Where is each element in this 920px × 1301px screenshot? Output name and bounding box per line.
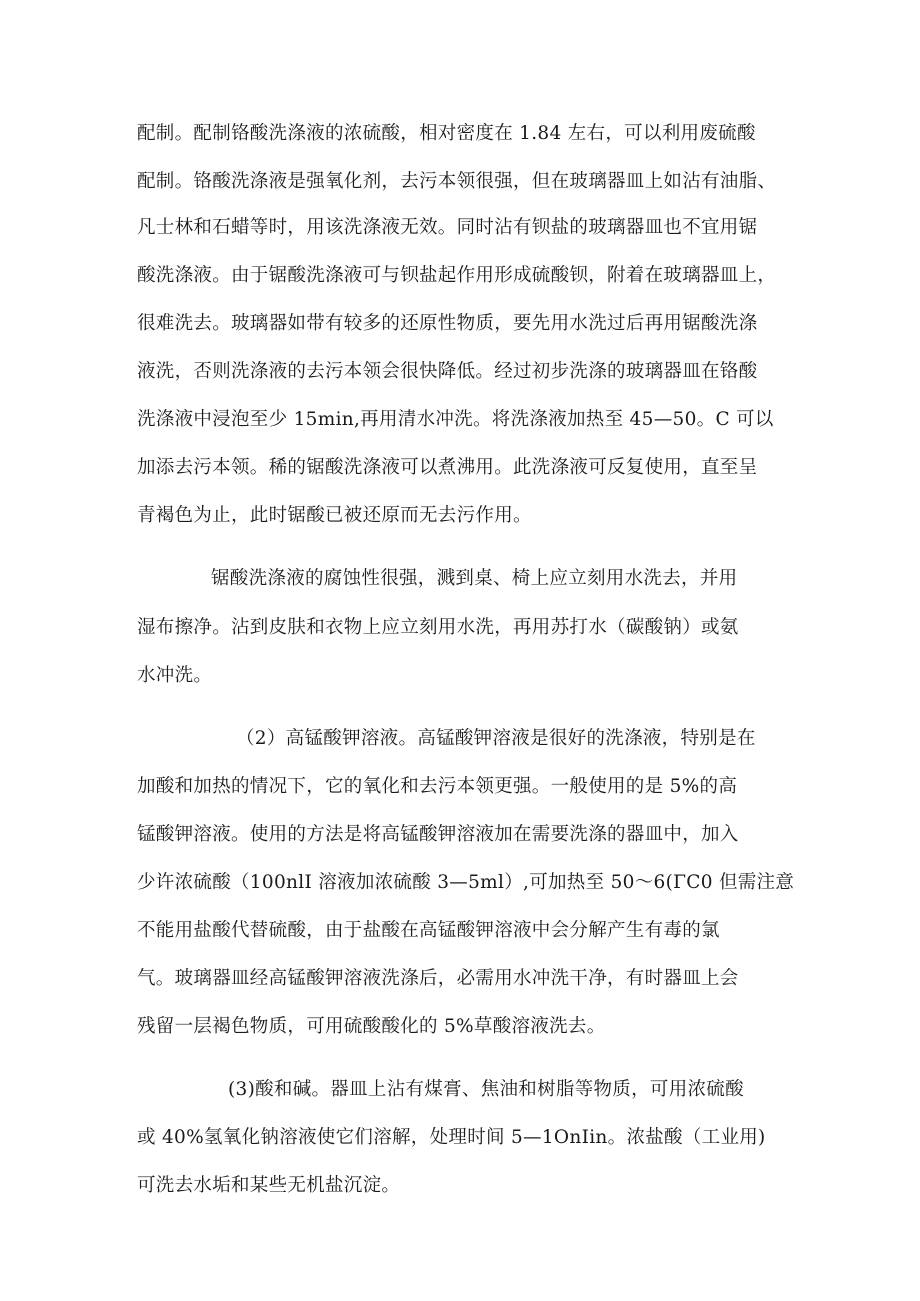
- text-line: 少许浓硫酸（100nlI 溶液加浓硫酸 3—5ml）,可加热至 50～6(ΓC0 但需注意: [137, 872, 795, 893]
- text-line: 洗涤液中浸泡至少 15min,再用清水冲洗。将洗涤液加热至 45—50。C 可以: [137, 409, 774, 430]
- text-line: 残留一层褐色物质，可用硫酸酸化的 5%草酸溶液洗去。: [137, 1016, 606, 1037]
- text-line: 配制。配制铬酸洗涤液的浓硫酸，相对密度在 1.84 左右，可以利用废硫酸: [137, 123, 756, 144]
- text-line: 加酸和加热的情况下，它的氧化和去污本领更强。一般使用的是 5%的高: [137, 776, 738, 797]
- text-line: 锯酸洗涤液的腐蚀性很强，溅到桌、椅上应立刻用水洗去，并用: [211, 568, 738, 589]
- text-line: 水冲洗。: [137, 665, 213, 686]
- text-line: 凡士林和石蜡等时，用该洗涤液无效。同时沾有钡盐的玻璃器皿也不宜用锯: [137, 217, 758, 238]
- text-line: 或 40%氢氧化钠溶液使它们溶解，处理时间 5—1OnIin。浓盐酸（工业用): [137, 1127, 766, 1148]
- text-line: 配制。铬酸洗涤液是强氧化剂，去污本领很强，但在玻璃器皿上如沾有油脂、: [137, 171, 777, 192]
- text-line: 可洗去水垢和某些无机盐沉淀。: [137, 1175, 401, 1196]
- text-line: 气。玻璃器皿经高锰酸钾溶液洗涤后，必需用水冲洗干净，有时器皿上会: [137, 968, 739, 989]
- text-line: 不能用盐酸代替硫酸，由于盐酸在高锰酸钾溶液中会分解产生有毒的氯: [137, 920, 720, 941]
- text-line: 加添去污本领。稀的锯酸洗涤液可以煮沸用。此洗涤液可反复使用，直至呈: [137, 457, 758, 478]
- text-line: 酸洗涤液。由于锯酸洗涤液可与钡盐起作用形成硫酸钡，附着在玻璃器皿上，: [137, 265, 777, 286]
- text-line: 很难洗去。玻璃器如带有较多的还原性物质，要先用水洗过后再用锯酸洗涤: [137, 313, 758, 334]
- text-line: 锰酸钾溶液。使用的方法是将高锰酸钾溶液加在需要洗涤的器皿中，加入: [137, 824, 739, 845]
- text-line: 青褐色为止，此时锯酸已被还原而无去污作用。: [137, 505, 532, 526]
- text-line: (3)酸和碱。器皿上沾有煤膏、焦油和树脂等物质，可用浓硫酸: [228, 1079, 744, 1100]
- text-line: 湿布擦净。沾到皮肤和衣物上应立刻用水洗，再用苏打水（碳酸钠）或氨: [137, 617, 739, 638]
- text-line: （2）高锰酸钾溶液。高锰酸钾溶液是很好的洗涤液，特别是在: [236, 728, 756, 749]
- text-line: 液洗，否则洗涤液的去污本领会很快降低。经过初步洗涤的玻璃器皿在铬酸: [137, 361, 758, 382]
